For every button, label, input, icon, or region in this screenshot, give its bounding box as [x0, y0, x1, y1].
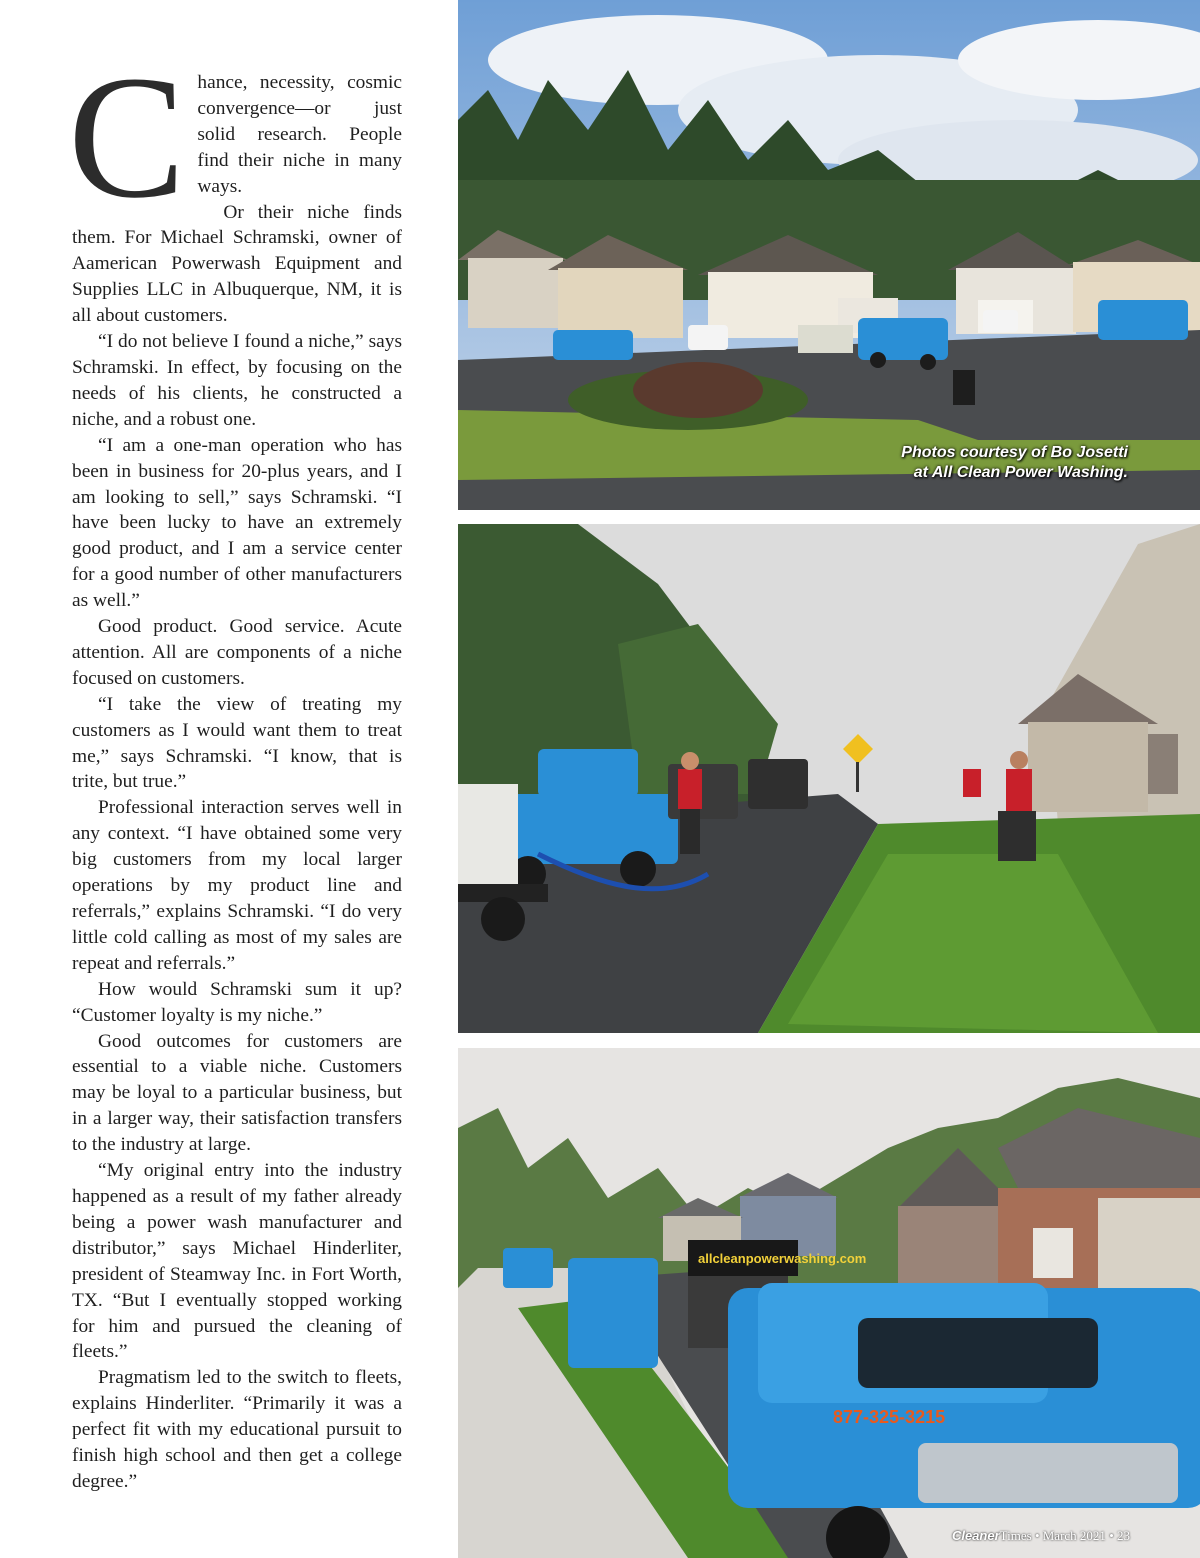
- photo-3-illustration: [458, 1048, 1200, 1558]
- article-paragraph-11: Pragmatism led to the switch to fleets, explains Hinderliter. “Primarily it was a perfect fit with my educational pursuit to finish high school and then get a college degree.”: [72, 1367, 402, 1492]
- paragraph-text: hance, necessity, cosmic convergence—or just solid research. People find their niche in many ways.: [197, 72, 402, 197]
- page-footer: [952, 1528, 1130, 1544]
- page-number: 23: [1117, 1528, 1130, 1543]
- photo-caption: [901, 443, 1128, 483]
- issue-date: March 2021: [1042, 1528, 1106, 1543]
- caption-line-2: at All Clean Power Washing.: [913, 464, 1128, 481]
- photo-2-illustration: [458, 524, 1200, 1033]
- article-paragraph-1: [68, 40, 402, 235]
- article-paragraph-6: “I take the view of treating my customers as I would want them to treat me,” says Schramski. “I know, that is trite, but true.”: [72, 693, 402, 793]
- article-paragraph-10: “My original entry into the industry happened as a result of my father already being a power wash manufacturer and distributor,” says Michael Hinderliter, president of Steamway Inc. in Fort Worth, TX. “But I eventually stopped working for him and pursued the cleaning of fleets.”: [72, 1160, 402, 1363]
- article-paragraph-4: “I am a one-man operation who has been in business for 20-plus years, and I am looking to sell,” says Schramski. “I have been lucky to have an extremely good product, and I am a service center for a good number of other manufacturers as well.”: [72, 434, 402, 612]
- photo-1-illustration: [458, 0, 1200, 510]
- truck-website-text: allcleanpowerwashing.com: [698, 1251, 867, 1266]
- magazine-name-italic: Cleaner: [951, 1528, 1000, 1543]
- footer-separator: •: [1034, 1528, 1040, 1543]
- photo-neighborhood-trucks: [458, 0, 1200, 510]
- article-paragraph-7: Professional interaction serves well in any context. “I have obtained some very big customers from my local larger operations by my product line and referrals,” explains Schramski. “I do very little cold calling as most of my sales are repeat and referrals.”: [72, 797, 402, 974]
- article-paragraph-2: Or their niche finds them. For Michael Schramski, owner of Aamerican Powerwash Equipment and Supplies LLC in Albuquerque, NM, it is all about customers.: [72, 201, 402, 327]
- drop-cap: C: [68, 40, 186, 235]
- photo-branded-trucks: [458, 1048, 1200, 1558]
- photo-crew-on-lawn: [458, 524, 1200, 1033]
- article-paragraph-9: Good outcomes for customers are essential to a viable niche. Customers may be loyal to a particular business, but in a larger way, their satisfaction transfers to the industry at large.: [72, 1030, 402, 1156]
- article-paragraph-5: Good product. Good service. Acute attention. All are components of a niche focused on customers.: [72, 616, 402, 689]
- caption-line-1: Photos courtesy of Bo Josetti: [901, 444, 1128, 461]
- magazine-name-rest: Times: [999, 1528, 1032, 1543]
- article-paragraph-3: “I do not believe I found a niche,” says Schramski. In effect, by focusing on the needs of his clients, he constructed a niche, and a robust one.: [72, 331, 402, 430]
- footer-separator-2: •: [1109, 1528, 1114, 1543]
- truck-phone-text: 877-325-3215: [833, 1407, 946, 1427]
- article-paragraph-8: How would Schramski sum it up? “Customer loyalty is my niche.”: [72, 978, 402, 1026]
- article-column: [68, 40, 402, 1495]
